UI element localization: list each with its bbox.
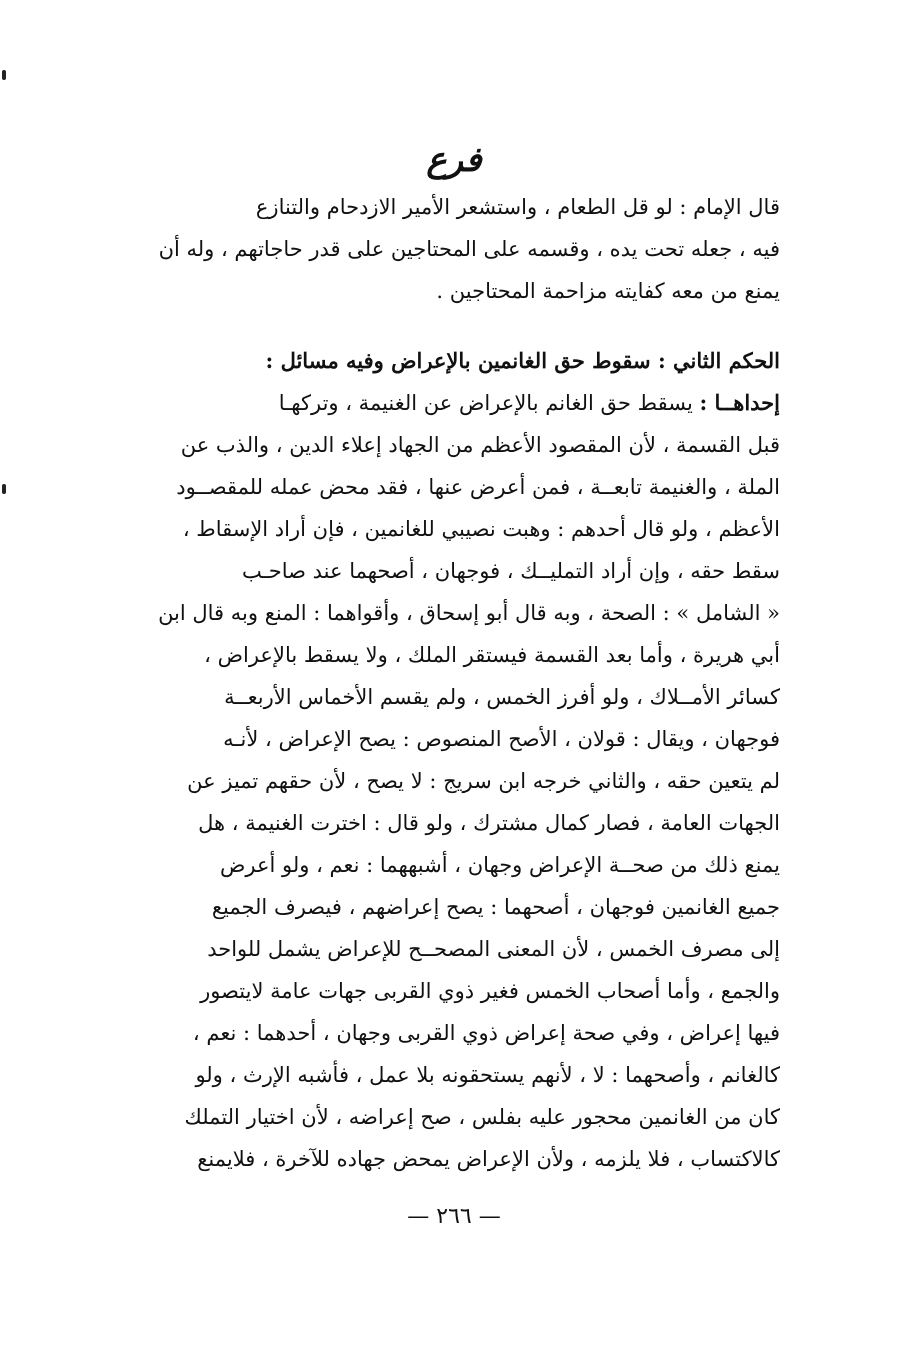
text-line: فوجهان ، ويقال : قولان ، الأصح المنصوص : يصح الإعراض ، لأنـه (223, 727, 780, 751)
section-heading: فرع (426, 140, 482, 180)
text-line: جميع الغانمين فوجهان ، أصحهما : يصح إعراضهم ، فيصرف الجميع (211, 895, 780, 919)
text-line: الأعظم ، ولو قال أحدهم : وهبت نصيبي للغانمين ، فإن أراد الإسقاط ، (182, 517, 780, 541)
text-line: الجهات العامة ، فصار كمال مشترك ، ولو قال : اخترت الغنيمة ، هل (198, 811, 780, 835)
text-line-first (140, 382, 780, 424)
text-line: سقط حقه ، وإن أراد التمليــك ، فوجهان ، أصحهما عند صاحـب (241, 559, 780, 583)
text-line-rest: يسقط حق الغانم بالإعراض عن الغنيمة ، وتركهـا (278, 391, 693, 415)
text-line: فيها إعراض ، وفي صحة إعراض ذوي القربى وجهان ، أحدهما : نعم ، (192, 1021, 780, 1045)
text-line: قال الإمام : لو قل الطعام ، واستشعر الأمير الازدحام والتنازع (255, 195, 780, 219)
text-line: « الشامل » : الصحة ، وبه قال أبو إسحاق ، وأقواهما : المنع وبه قال ابن (158, 601, 780, 625)
text-line: الملة ، والغنيمة تابعــة ، فمن أعرض عنها ، فقد محض عمله للمقصــود (176, 475, 780, 499)
text-line: فيه ، جعله تحت يده ، وقسمه على المحتاجين على قدر حاجاتهم ، وله أن (158, 237, 780, 261)
text-line: لم يتعين حقه ، والثاني خرجه ابن سريج : لا يصح ، لأن حقهم تميز عن (187, 769, 780, 793)
page-number: — ٢٦٦ — (407, 1204, 501, 1229)
ruling-title: الحكم الثاني : سقوط حق الغانمين بالإعراض وفيه مسائل : (265, 348, 780, 373)
text-line: كالاكتساب ، فلا يلزمه ، ولأن الإعراض يمحض جهاده للآخرة ، فلايمنع (197, 1147, 780, 1171)
text-line: كسائر الأمــلاك ، ولو أفرز الخمس ، ولم يقسم الأخماس الأربعــة (224, 685, 780, 709)
scan-edge-mark (2, 70, 6, 80)
text-line: كان من الغانمين محجور عليه بفلس ، صح إعراضه ، لأن اختيار التملك (184, 1105, 780, 1129)
intro-paragraph (140, 186, 780, 312)
issue-lead: إحداهــا : (699, 390, 780, 415)
text-line: كالغانم ، وأصحهما : لا ، لأنهم يستحقونه بلا عمل ، فأشبه الإرث ، ولو (195, 1063, 780, 1087)
text-line: أبي هريرة ، وأما بعد القسمة فيستقر الملك ، ولا يسقط بالإعراض ، (204, 643, 780, 667)
scan-edge-mark (2, 484, 6, 494)
text-line: قبل القسمة ، لأن المقصود الأعظم من الجهاد إعلاء الدين ، والذب عن (180, 433, 780, 457)
text-line: يمنع من معه كفايته مزاحمة المحتاجين . (436, 279, 780, 303)
text-line: يمنع ذلك من صحــة الإعراض وجهان ، أشبههما : نعم ، ولو أعرض (220, 853, 780, 877)
text-line: إلى مصرف الخمس ، لأن المعنى المصحــح للإعراض يشمل للواحد (207, 937, 780, 961)
ruling-section (140, 340, 780, 1180)
text-line: والجمع ، وأما أصحاب الخمس فغير ذوي القربى جهات عامة لايتصور (200, 979, 780, 1003)
